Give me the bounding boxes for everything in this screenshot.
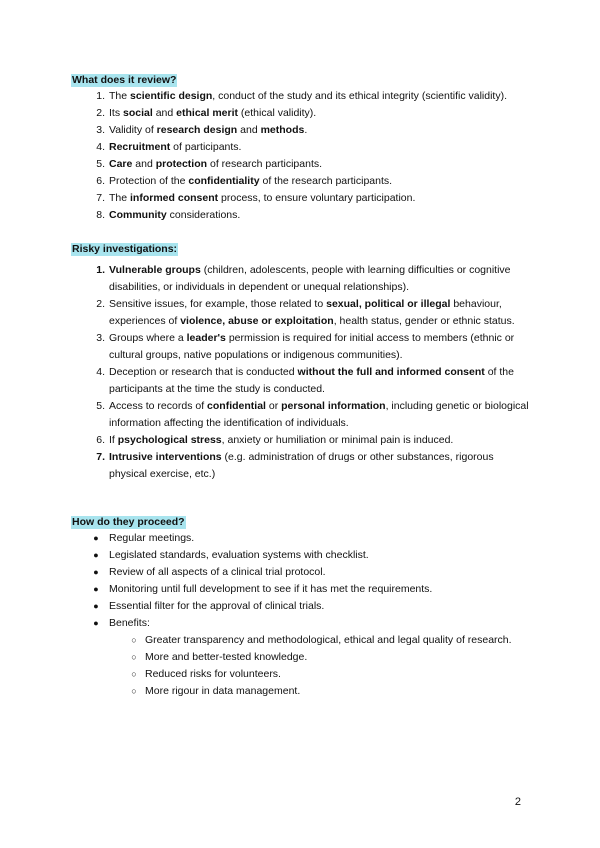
item-text: behaviour, experiences of (109, 298, 502, 327)
sub-bullet-item (131, 683, 529, 700)
item-text: , including genetic or biological information affecting the identification of individuals. (109, 400, 529, 429)
list-number: 4. (96, 141, 105, 153)
item-text: of research participants. (207, 158, 323, 170)
sub-bullet-text: Reduced risks for volunteers. (145, 668, 281, 680)
circle-bullet-icon: ○ (131, 652, 137, 662)
bullet-text: Review of all aspects of a clinical trial protocol. (109, 566, 326, 578)
bullet-icon: ● (93, 584, 99, 594)
item-bold-text: Recruitment (109, 141, 171, 153)
item-text: Groups where a (109, 332, 187, 344)
review-list (96, 88, 549, 224)
item-bold-text: Care (109, 158, 133, 170)
list-item (96, 296, 529, 330)
bullet-icon: ● (93, 567, 99, 577)
item-text: , anxiety or humiliation or minimal pain is induced. (221, 434, 454, 446)
item-bold-text: leader's (186, 332, 226, 344)
item-text: permission is required for initial access to members (ethnic or cultural groups, native populations or indigenous communities). (109, 332, 515, 361)
proceed-list (93, 530, 529, 700)
list-item (96, 156, 549, 173)
page-number: 2 (514, 796, 521, 808)
item-text: or (265, 400, 282, 412)
bullet-item (93, 547, 529, 564)
list-number: 5. (96, 158, 105, 170)
item-bold-text: without the full and informed consent (297, 366, 485, 378)
section-heading-review: What does it review? (72, 74, 177, 86)
list-item (96, 207, 549, 224)
list-number: 3. (96, 332, 105, 344)
sub-bullet-item (131, 666, 529, 683)
item-text: , conduct of the study and its ethical integrity (scientific validity). (212, 90, 508, 102)
item-text: (children, adolescents, people with learning difficulties or cognitive disabilities, or individuals in dependent or unequal relationships). (109, 264, 511, 293)
list-item (96, 330, 529, 364)
list-item (96, 105, 549, 122)
list-item (96, 139, 549, 156)
bullet-text: Benefits: (109, 617, 150, 629)
circle-bullet-icon: ○ (131, 669, 137, 679)
bullet-item (93, 598, 529, 615)
bullet-item (93, 615, 529, 632)
list-item (96, 173, 549, 190)
item-text: Validity of (109, 124, 157, 136)
list-item (96, 449, 529, 483)
item-bold-text: research design (156, 124, 238, 136)
section-heading-risky: Risky investigations: (72, 243, 178, 255)
item-bold-text: scientific design (130, 90, 213, 102)
list-number: 1. (96, 264, 105, 276)
section-heading-proceed: How do they proceed? (72, 516, 185, 528)
list-number: 3. (96, 124, 105, 136)
item-bold-text: methods (260, 124, 305, 136)
benefits-list (109, 632, 529, 700)
risky-list (96, 262, 529, 483)
circle-bullet-icon: ○ (131, 686, 137, 696)
bullet-icon: ● (93, 601, 99, 611)
bullet-text: Regular meetings. (109, 532, 195, 544)
item-bold-text: psychological stress (117, 434, 222, 446)
list-item (96, 398, 529, 432)
list-item (96, 364, 529, 398)
list-item (96, 190, 549, 207)
list-number: 2. (96, 298, 105, 310)
circle-bullet-icon: ○ (131, 635, 137, 645)
item-text: Sensitive issues, for example, those related to (109, 298, 327, 310)
item-text: considerations. (166, 209, 241, 221)
bullet-icon: ● (93, 618, 99, 628)
item-bold-text: personal information (281, 400, 386, 412)
list-number: 5. (96, 400, 105, 412)
list-number: 7. (96, 192, 105, 204)
item-text: The (109, 90, 131, 102)
bullet-icon: ● (93, 550, 99, 560)
item-bold-text: confidential (207, 400, 266, 412)
item-bold-text: violence, abuse or exploitation (180, 315, 334, 327)
item-bold-text: Intrusive interventions (109, 451, 222, 463)
item-text: If (109, 434, 118, 446)
item-text: . (304, 124, 308, 136)
list-item (96, 88, 549, 105)
item-text: Protection of the (109, 175, 189, 187)
item-text: (e.g. administration of drugs or other substances, rigorous physical exercise, etc.) (109, 451, 494, 480)
sub-bullet-text: More and better-tested knowledge. (145, 651, 308, 663)
bullet-item (93, 564, 529, 581)
list-number: 1. (96, 90, 105, 102)
sub-bullet-text: More rigour in data management. (145, 685, 301, 697)
item-bold-text: confidentiality (188, 175, 260, 187)
list-item (96, 432, 529, 449)
item-text: of participants. (170, 141, 242, 153)
item-bold-text: informed consent (130, 192, 219, 204)
item-text: and (237, 124, 261, 136)
item-text: Access to records of (109, 400, 208, 412)
item-text: of the participants at the time the study is conducted. (109, 366, 514, 395)
item-text: (ethical validity). (238, 107, 317, 119)
item-bold-text: sexual, political or illegal (326, 298, 451, 310)
list-item (96, 122, 549, 139)
list-item (96, 262, 529, 296)
item-text: , health status, gender or ethnic status. (333, 315, 515, 327)
list-number: 8. (96, 209, 105, 221)
item-text: Its (109, 107, 124, 119)
bullet-item (93, 530, 529, 547)
item-text: process, to ensure voluntary participation. (218, 192, 416, 204)
item-bold-text: social (123, 107, 153, 119)
sub-bullet-text: Greater transparency and methodological, ethical and legal quality of research. (145, 634, 512, 646)
bullet-text: Essential filter for the approval of clinical trials. (109, 600, 325, 612)
item-text: of the research participants. (259, 175, 393, 187)
list-number: 4. (96, 366, 105, 378)
item-text: Deception or research that is conducted (109, 366, 298, 378)
list-number: 6. (96, 175, 105, 187)
item-text: and (152, 107, 177, 119)
sub-bullet-item (131, 649, 529, 666)
item-bold-text: ethical merit (176, 107, 239, 119)
item-bold-text: protection (155, 158, 208, 170)
item-text: and (132, 158, 156, 170)
bullet-icon: ● (93, 533, 99, 543)
sub-bullet-item (131, 632, 529, 649)
item-text: The (109, 192, 131, 204)
bullet-item (93, 581, 529, 598)
item-bold-text: Vulnerable groups (109, 264, 201, 276)
bullet-text: Monitoring until full development to see if it has met the requirements. (109, 583, 433, 595)
list-number: 7. (96, 451, 105, 463)
list-number: 2. (96, 107, 105, 119)
item-bold-text: Community (109, 209, 167, 221)
bullet-text: Legislated standards, evaluation systems with checklist. (109, 549, 369, 561)
list-number: 6. (96, 434, 105, 446)
